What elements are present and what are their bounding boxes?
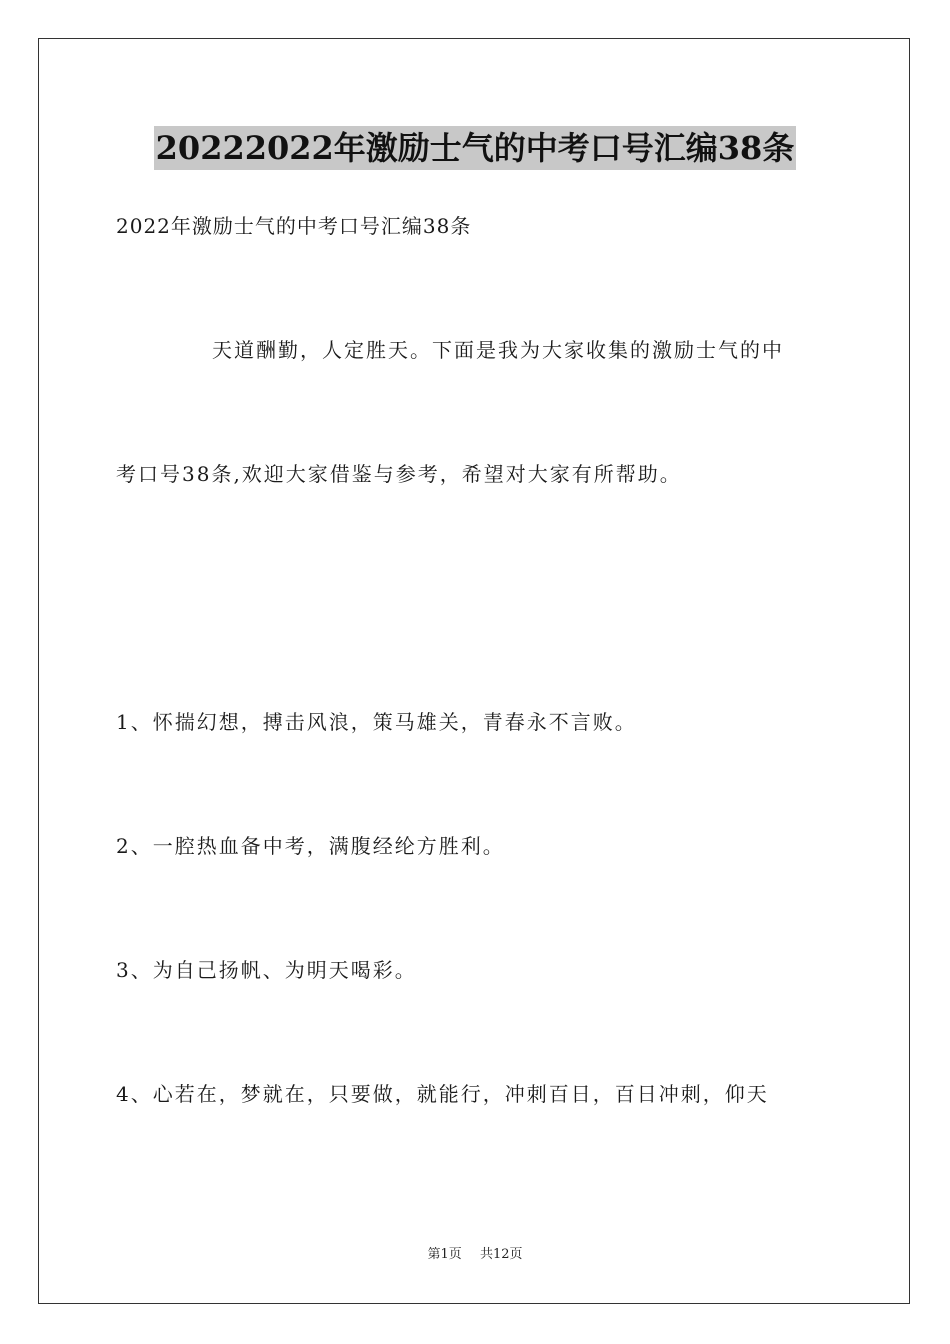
document-subtitle: 2022年激励士气的中考口号汇编38条 [116, 214, 472, 238]
slogan-item-1: 1、怀揣幻想，搏击风浪，策马雄关，青春永不言败。 [116, 710, 637, 734]
page-footer [0, 1246, 950, 1264]
intro-paragraph-line-1: 天道酬勤，人定胜天。下面是我为大家收集的激励士气的中 [212, 338, 784, 362]
page-number-total: 共12页 [479, 1247, 523, 1262]
slogan-item-3: 3、为自己扬帆、为明天喝彩。 [116, 958, 417, 982]
title-container [0, 126, 950, 170]
slogan-item-4: 4、心若在，梦就在，只要做，就能行，冲刺百日，百日冲刺，仰天 [116, 1082, 769, 1106]
document-title: 20222022年激励士气的中考口号汇编38条 [154, 126, 797, 170]
page-number-current: 第1页 [427, 1247, 462, 1262]
slogan-item-2: 2、一腔热血备中考，满腹经纶方胜利。 [116, 834, 505, 858]
intro-paragraph-line-2: 考口号38条,欢迎大家借鉴与参考，希望对大家有所帮助。 [116, 462, 682, 486]
